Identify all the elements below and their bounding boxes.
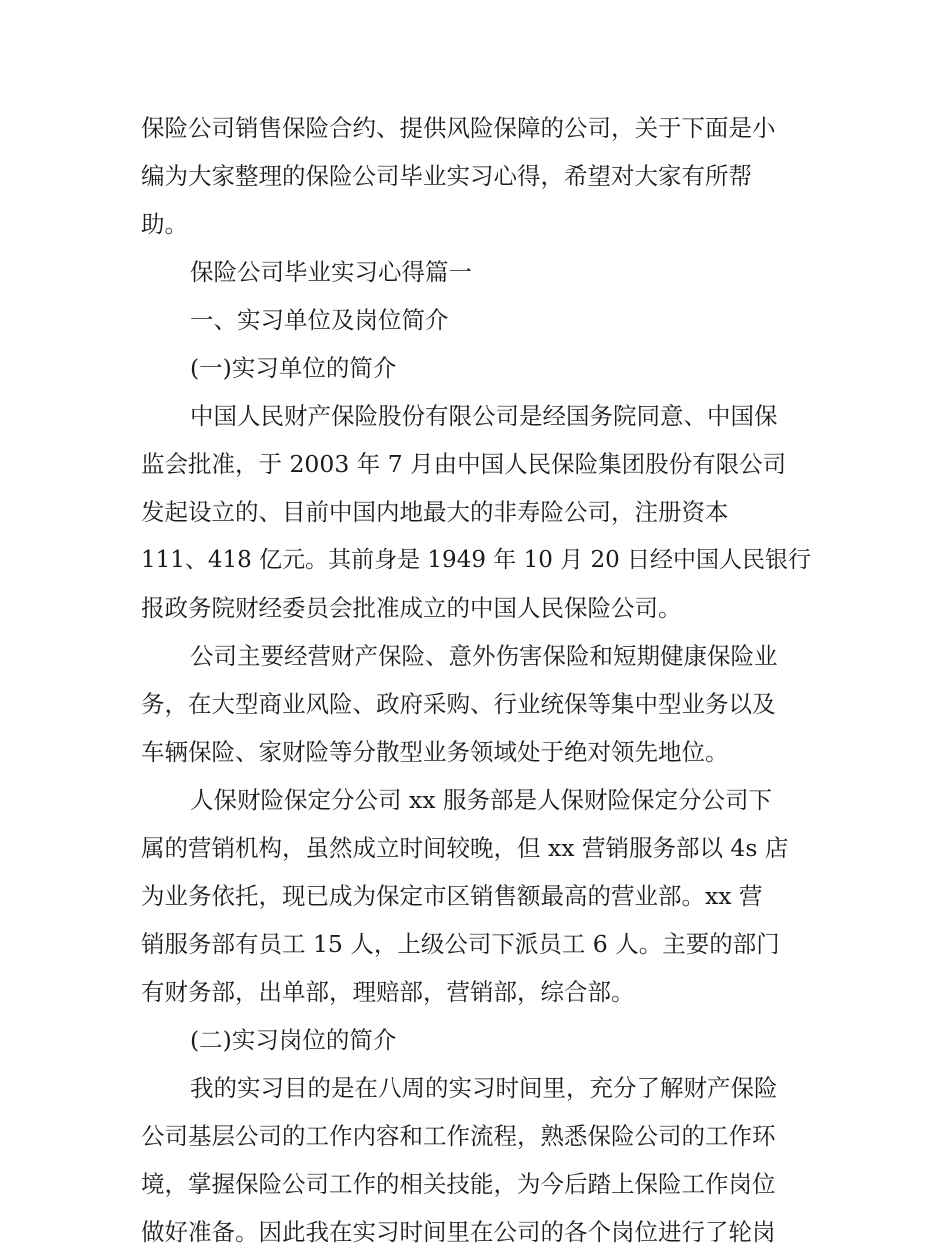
document-body xyxy=(141,104,811,1256)
text-line: 一、实习单位及岗位简介 xyxy=(190,306,449,334)
text-line: 属的营销机构，虽然成立时间较晚，但 xx 营销服务部以 4s 店 xyxy=(141,834,789,862)
text-line: 111、418 亿元。其前身是 1949 年 10 月 20 日经中国人民银行 xyxy=(141,547,812,573)
text-line: 保险公司毕业实习心得篇一 xyxy=(190,258,472,286)
text-line: 发起设立的、目前中国内地最大的非寿险公司，注册资本 xyxy=(141,498,729,526)
text-line: 我的实习目的是在八周的实习时间里，充分了解财产保险 xyxy=(190,1074,778,1102)
text-line: 监会批准，于 2003 年 7 月由中国人民保险集团股份有限公司 xyxy=(141,450,787,478)
text-line: 助。 xyxy=(141,210,188,238)
text-line: 做好准备。因此我在实习时间里在公司的各个岗位进行了轮岗 xyxy=(141,1218,776,1246)
text-line: 编为大家整理的保险公司毕业实习心得，希望对大家有所帮 xyxy=(141,162,752,190)
text-line: (一)实习单位的简介 xyxy=(190,354,397,382)
text-line: 公司主要经营财产保险、意外伤害保险和短期健康保险业 xyxy=(190,642,778,670)
text-line: 中国人民财产保险股份有限公司是经国务院同意、中国保 xyxy=(190,402,778,430)
text-line: 销服务部有员工 15 人，上级公司下派员工 6 人。主要的部门 xyxy=(141,930,780,958)
text-line: 人保财险保定分公司 xx 服务部是人保财险保定分公司下 xyxy=(190,786,772,814)
text-line: 境，掌握保险公司工作的相关技能，为今后踏上保险工作岗位 xyxy=(141,1170,776,1198)
text-line: 务，在大型商业风险、政府采购、行业统保等集中型业务以及 xyxy=(141,690,776,718)
text-line: 公司基层公司的工作内容和工作流程，熟悉保险公司的工作环 xyxy=(141,1122,776,1150)
text-line: 保险公司销售保险合约、提供风险保障的公司，关于下面是小 xyxy=(141,114,776,142)
text-line: 为业务依托，现已成为保定市区销售额最高的营业部。xx 营 xyxy=(141,882,763,910)
text-line: 有财务部，出单部，理赔部，营销部，综合部。 xyxy=(141,978,635,1006)
text-line: 车辆保险、家财险等分散型业务领域处于绝对领先地位。 xyxy=(141,738,729,766)
text-line: 报政务院财经委员会批准成立的中国人民保险公司。 xyxy=(141,594,682,622)
text-line: (二)实习岗位的简介 xyxy=(190,1026,397,1054)
